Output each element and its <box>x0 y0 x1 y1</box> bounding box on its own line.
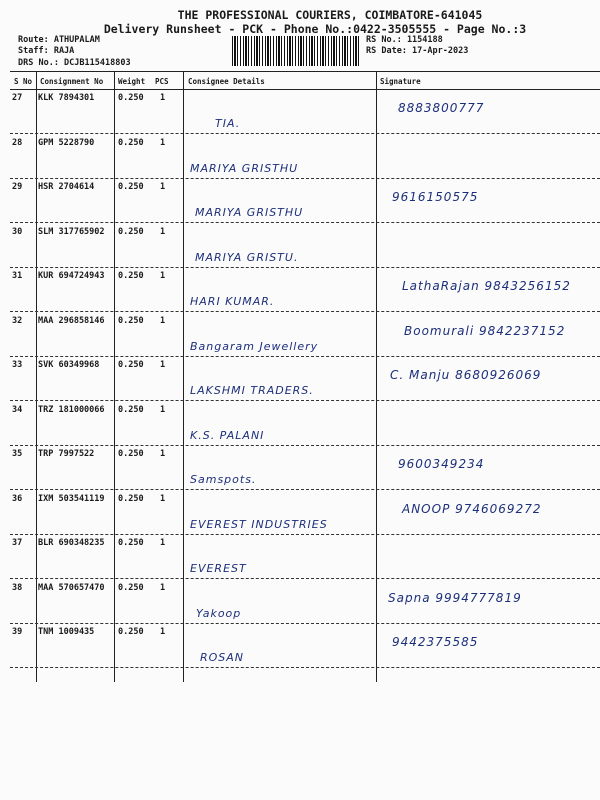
row-sno: 30 <box>12 226 23 237</box>
row-weight: 0.250 <box>118 93 144 103</box>
row-divider <box>10 623 600 624</box>
row-sno: 27 <box>12 93 23 103</box>
row-weight: 0.250 <box>118 538 144 548</box>
drs-number: DRS No.: DCJB115418803 <box>18 58 131 68</box>
col-header-signature: Signature <box>380 77 421 86</box>
signature-handwriting: C. Manju 8680926069 <box>390 368 542 382</box>
consignee-handwriting: HARI KUMAR. <box>190 295 275 308</box>
consignee-handwriting: Yakoop <box>196 606 242 620</box>
row-sno: 38 <box>12 582 23 593</box>
row-consignment: GPM 5228790 <box>38 137 95 148</box>
row-weight: 0.250 <box>118 271 144 281</box>
col-header-sno: S No <box>14 77 33 86</box>
route-label: Route: ATHUPALAM <box>18 35 100 45</box>
consignee-handwriting: MARIYA GRISTHU <box>190 161 299 175</box>
row-weight: 0.250 <box>118 315 144 326</box>
row-consignment: HSR 2704614 <box>38 182 95 192</box>
row-sno: 31 <box>12 271 23 281</box>
col-header-consignee: Consignee Details <box>188 77 265 86</box>
row-divider <box>10 400 600 401</box>
row-weight: 0.250 <box>118 582 144 593</box>
row-weight: 0.250 <box>118 182 144 192</box>
signature-handwriting: ANOOP 9746069272 <box>402 501 542 516</box>
row-consignment: SLM 317765902 <box>38 226 105 237</box>
row-sno: 28 <box>12 137 23 148</box>
consignee-handwriting: LAKSHMI TRADERS. <box>190 384 314 397</box>
document-title: THE PROFESSIONAL COURIERS, COIMBATORE-641045 <box>177 8 483 22</box>
consignee-handwriting: K.S. PALANI <box>190 428 265 442</box>
consignee-handwriting: TIA. <box>215 117 241 130</box>
barcode <box>232 36 360 66</box>
row-weight: 0.250 <box>118 137 144 148</box>
row-sno: 33 <box>12 360 23 370</box>
row-consignment: SVK 60349968 <box>38 360 100 370</box>
row-divider <box>10 578 600 579</box>
consignee-handwriting: ROSAN <box>200 651 245 664</box>
column-divider <box>183 71 184 682</box>
signature-handwriting: 9616150575 <box>392 190 479 204</box>
staff-label: Staff: RAJA <box>18 46 75 56</box>
row-divider <box>10 222 600 223</box>
column-divider <box>114 71 115 682</box>
row-sno: 37 <box>12 538 23 548</box>
row-divider <box>10 133 600 134</box>
row-pcs: 1 <box>160 226 166 237</box>
row-divider <box>10 178 600 179</box>
signature-handwriting: 8883800777 <box>398 101 485 115</box>
row-pcs: 1 <box>160 271 166 281</box>
row-consignment: MAA 570657470 <box>38 582 105 593</box>
row-consignment: MAA 296858146 <box>38 315 105 326</box>
rs-number: RS No.: 1154188 <box>366 35 443 45</box>
row-pcs: 1 <box>160 404 166 415</box>
row-weight: 0.250 <box>118 360 144 370</box>
row-weight: 0.250 <box>118 404 144 415</box>
row-divider <box>10 267 600 268</box>
row-weight: 0.250 <box>118 493 144 504</box>
row-pcs: 1 <box>160 93 166 103</box>
row-consignment: BLR 690348235 <box>38 538 105 548</box>
row-divider <box>10 534 600 535</box>
consignee-handwriting: MARIYA GRISTU. <box>195 250 299 264</box>
table-header-border <box>10 89 600 90</box>
row-sno: 35 <box>12 449 23 459</box>
row-pcs: 1 <box>160 493 166 504</box>
row-weight: 0.250 <box>118 226 144 237</box>
row-consignment: TNM 1009435 <box>38 627 95 637</box>
consignee-handwriting: EVEREST <box>190 562 247 575</box>
row-divider <box>10 667 600 668</box>
row-sno: 36 <box>12 493 23 504</box>
consignee-handwriting: Bangaram Jewellery <box>190 339 319 353</box>
column-divider <box>36 71 37 682</box>
row-consignment: IXM 503541119 <box>38 493 105 504</box>
row-pcs: 1 <box>160 538 166 548</box>
row-divider <box>10 489 600 490</box>
row-divider <box>10 311 600 312</box>
row-pcs: 1 <box>160 182 166 192</box>
row-sno: 29 <box>12 182 23 192</box>
row-weight: 0.250 <box>118 627 144 637</box>
col-header-weight: Weight <box>118 77 146 86</box>
consignee-handwriting: MARIYA GRISTHU <box>195 206 304 219</box>
signature-handwriting: Sapna 9994777819 <box>388 590 522 605</box>
rs-date: RS Date: 17-Apr-2023 <box>366 46 469 56</box>
signature-handwriting: LathaRajan 9843256152 <box>402 279 571 293</box>
row-pcs: 1 <box>160 627 166 637</box>
row-consignment: KLK 7894301 <box>38 93 95 103</box>
row-sno: 39 <box>12 627 23 637</box>
table-top-border <box>10 71 600 72</box>
signature-handwriting: 9442375585 <box>392 635 479 649</box>
document-subtitle: Delivery Runsheet - PCK - Phone No.:0422-3505555 - Page No.:3 <box>103 22 527 36</box>
row-pcs: 1 <box>160 449 166 459</box>
row-consignment: TRP 7997522 <box>38 449 95 459</box>
row-pcs: 1 <box>160 582 166 593</box>
signature-handwriting: Boomurali 9842237152 <box>404 323 566 338</box>
row-pcs: 1 <box>160 315 166 326</box>
consignee-handwriting: Samspots. <box>190 473 257 486</box>
row-sno: 34 <box>12 404 23 415</box>
row-divider <box>10 356 600 357</box>
column-divider <box>376 71 377 682</box>
row-divider <box>10 445 600 446</box>
consignee-handwriting: EVEREST INDUSTRIES <box>190 517 328 531</box>
row-pcs: 1 <box>160 360 166 370</box>
signature-handwriting: 9600349234 <box>398 457 485 471</box>
row-pcs: 1 <box>160 137 166 148</box>
row-sno: 32 <box>12 315 23 326</box>
col-header-pcs: PCS <box>155 77 169 86</box>
col-header-consignment: Consignment No <box>40 77 104 86</box>
row-consignment: TRZ 181000066 <box>38 404 105 415</box>
row-weight: 0.250 <box>118 449 144 459</box>
row-consignment: KUR 694724943 <box>38 271 105 281</box>
